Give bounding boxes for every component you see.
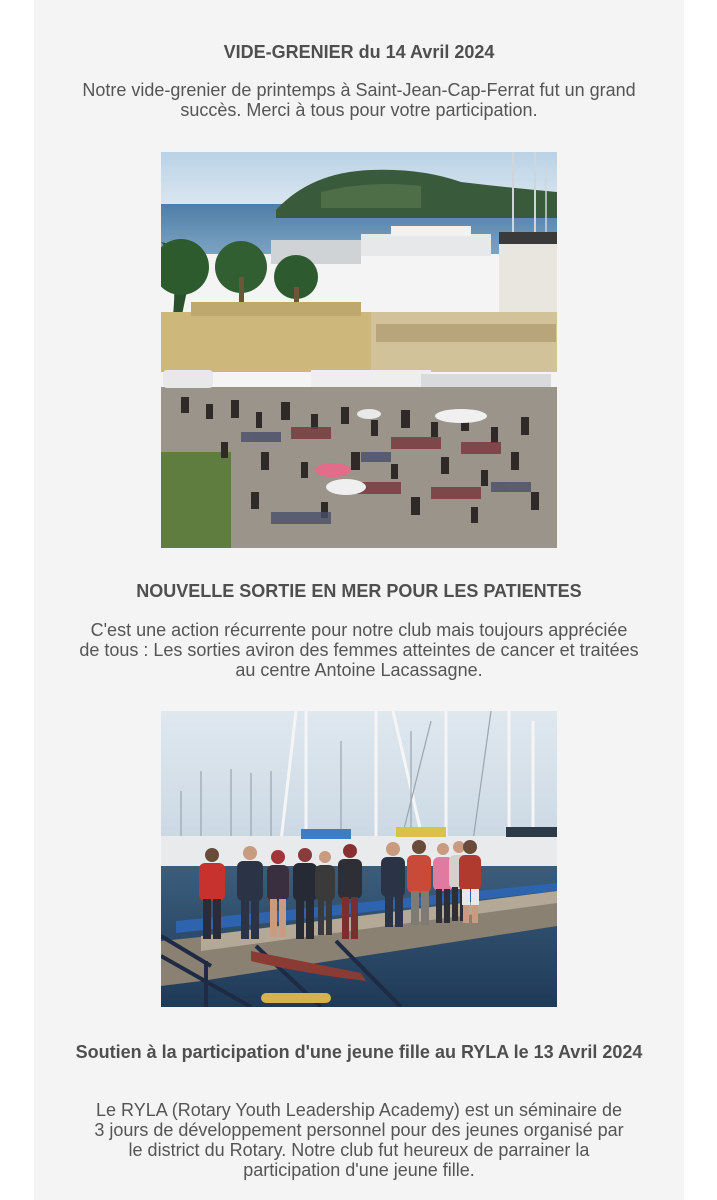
article-sortie-mer — [34, 581, 684, 602]
flea-market-harbor-photo — [161, 152, 557, 548]
article-title: VIDE-GRENIER du 14 Avril 2024 — [223, 42, 495, 62]
article-body: C'est une action récurrente pour notre club mais toujours appréciée de tous : Les sorties aviron des femmes atteintes de cancer et traitées au centre Antoine Lacassagne. — [79, 620, 639, 680]
article-body: Notre vide-grenier de printemps à Saint-Jean-Cap-Ferrat fut un grand succès. Merci à tous pour votre participation. — [82, 80, 636, 120]
article-body: Le RYLA (Rotary Youth Leadership Academy) est un séminaire de 3 jours de développement personnel pour des jeunes organisé par le district du Rotary. Notre club fut heureux de parrainer la participation d'une jeune fille. — [94, 1100, 624, 1180]
article-ryla — [34, 1042, 684, 1063]
newsletter-column — [34, 0, 684, 1200]
article-title: NOUVELLE SORTIE EN MER POUR LES PATIENTES — [136, 581, 582, 601]
article-vide-grenier — [34, 42, 684, 63]
article-body-wrap — [34, 80, 684, 120]
article-body-wrap — [34, 1100, 684, 1180]
article-title: Soutien à la participation d'une jeune fille au RYLA le 13 Avril 2024 — [75, 1042, 643, 1062]
article-body-wrap — [34, 620, 684, 680]
